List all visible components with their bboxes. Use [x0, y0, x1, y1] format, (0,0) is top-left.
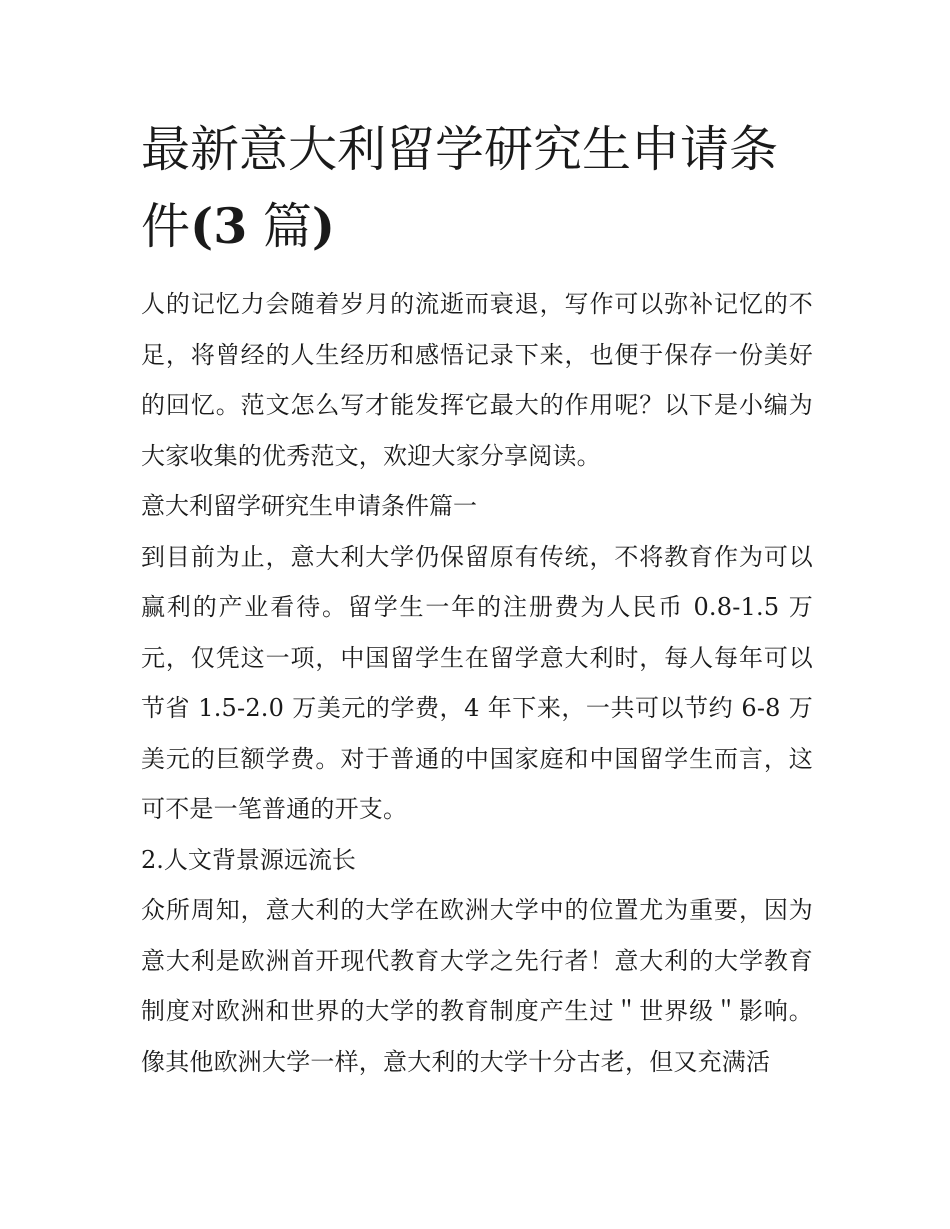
section-1-heading: 意大利留学研究生申请条件篇一 — [141, 492, 477, 520]
section-2-heading: 2.人文背景源远流长 — [141, 845, 356, 874]
document-page — [141, 112, 813, 1087]
title-line-2-mid: 篇 — [247, 198, 312, 255]
intro-paragraph: 人的记忆力会随着岁月的流逝而衰退，写作可以弥补记忆的不足，将曾经的人生经历和感悟记录下来，也便于保存一份美好的回忆。范文怎么写才能发挥它最大的作用呢？以下是小编为大家收集的优秀范文，欢迎大家分享阅读。 — [141, 290, 813, 470]
title-line-2-prefix: 件 — [141, 198, 191, 255]
title-line-2-bold: (3 — [190, 197, 248, 255]
section-2-body: 众所周知，意大利的大学在欧洲大学中的位置尤为重要，因为意大利是欧洲首开现代教育大学之先行者！意大利的大学教育制度对欧洲和世界的大学的教育制度产生过＂世界级＂影响。像其他欧洲大学一样，意大利的大学十分古老，但又充满活 — [141, 896, 813, 1076]
section-1-body: 到目前为止，意大利大学仍保留原有传统，不将教育作为可以赢利的产业看待。留学生一年的注册费为人民币 0.8-1.5 万元，仅凭这一项，中国留学生在留学意大利时，每人每年可以节省 1.5-2.0 万美元的学费，4 年下来，一共可以节约 6-8 万美元的巨额学费。对于普通的中国家庭和中国留学生而言，这可不是一笔普通的开支。 — [141, 542, 813, 823]
title-line-2-end: ) — [311, 197, 336, 255]
document-title — [141, 112, 813, 265]
title-line-1: 最新意大利留学研究生申请条 — [141, 121, 779, 178]
